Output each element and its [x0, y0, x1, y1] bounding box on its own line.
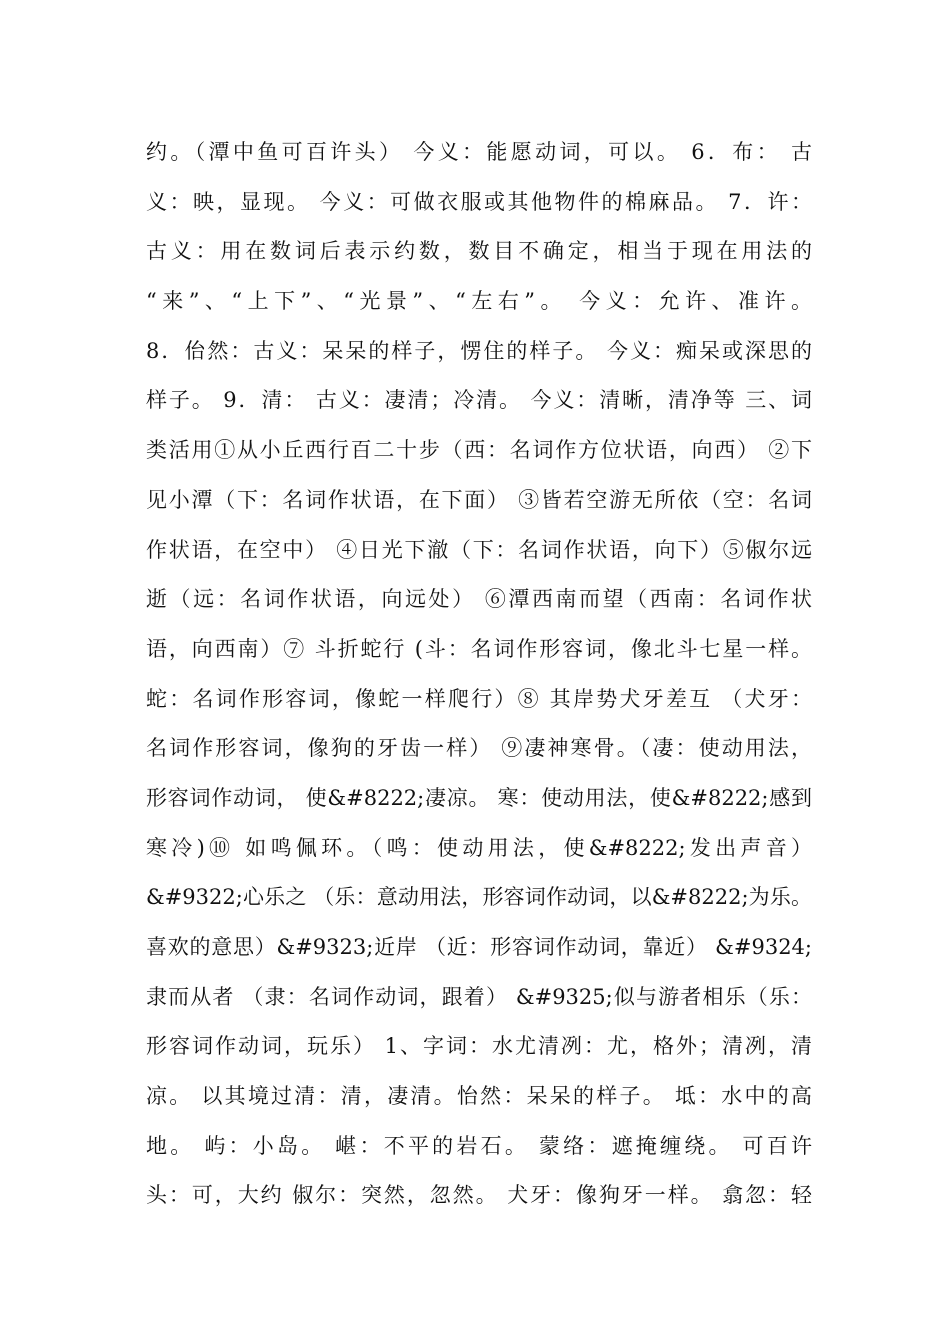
text-line: 义：映，显现。 今义：可做衣服或其他物件的棉麻品。 7．许： — [146, 189, 812, 214]
text-line: 地。 屿：小岛。 嵁：不平的岩石。 蒙络：遮掩缠绕。 可百许 — [146, 1133, 812, 1158]
text-line: 隶而从者 （隶：名词作动词，跟着） &#9325;似与游者相乐（乐： — [146, 984, 812, 1009]
text-line: 寒冷)⑩ 如鸣佩环。（鸣：使动用法，使&#8222;发出声音） — [146, 835, 812, 860]
text-line: 作状语，在空中） ④日光下澈（下：名词作状语，向下）⑤俶尔远 — [146, 537, 812, 562]
text-line: 8．佁然：古义：呆呆的样子，愣住的样子。 今义：痴呆或深思的 — [146, 338, 812, 363]
text-line: 样子。 9．清： 古义：凄清；冷清。 今义：清晰，清净等 三、词 — [146, 388, 812, 413]
text-line: 凉。 以其境过清：清，凄清。怡然：呆呆的样子。 坻：水中的高 — [146, 1084, 812, 1109]
text-line: 类活用①从小丘西行百二十步（西：名词作方位状语，向西） ②下 — [146, 438, 812, 463]
text-line: &#9322;心乐之 （乐：意动用法，形容词作动词，以&#8222;为乐。 — [146, 885, 812, 910]
text-line: 语，向西南）⑦ 斗折蛇行 (斗：名词作形容词，像北斗七星一样。 — [146, 636, 812, 661]
text-line: 喜欢的意思）&#9323;近岸 （近：形容词作动词，靠近） &#9324; — [146, 935, 812, 959]
text-line: 逝（远：名词作状语，向远处） ⑥潭西南而望（西南：名词作状 — [146, 587, 812, 612]
text-line: 形容词作动词， 使&#8222;凄凉。 寒：使动用法，使&#8222;感到 — [146, 785, 812, 810]
body-text — [146, 128, 812, 1221]
text-line: 头：可，大约 俶尔：突然，忽然。 犬牙：像狗牙一样。 翕忽：轻 — [146, 1183, 812, 1208]
text-line: 古义：用在数词后表示约数，数目不确定，相当于现在用法的 — [146, 239, 812, 264]
text-line: 约。（潭中鱼可百许头） 今义：能愿动词，可以。 6．布： 古 — [146, 140, 812, 164]
text-line: 形容词作动词，玩乐） 1、字词：水尤清冽：尤，格外；清冽，清 — [146, 1034, 812, 1059]
text-line: 见小潭（下：名词作状语，在下面） ③皆若空游无所依（空：名词 — [146, 487, 812, 512]
text-line: 名词作形容词，像狗的牙齿一样） ⑨凄神寒骨。（凄：使动用法， — [146, 736, 812, 761]
text-line: 蛇：名词作形容词，像蛇一样爬行）⑧ 其岸势犬牙差互 （犬牙： — [146, 686, 812, 711]
text-line: “来”、“上下”、“光景”、“左右”。 今义：允许、准许。 — [146, 289, 812, 314]
